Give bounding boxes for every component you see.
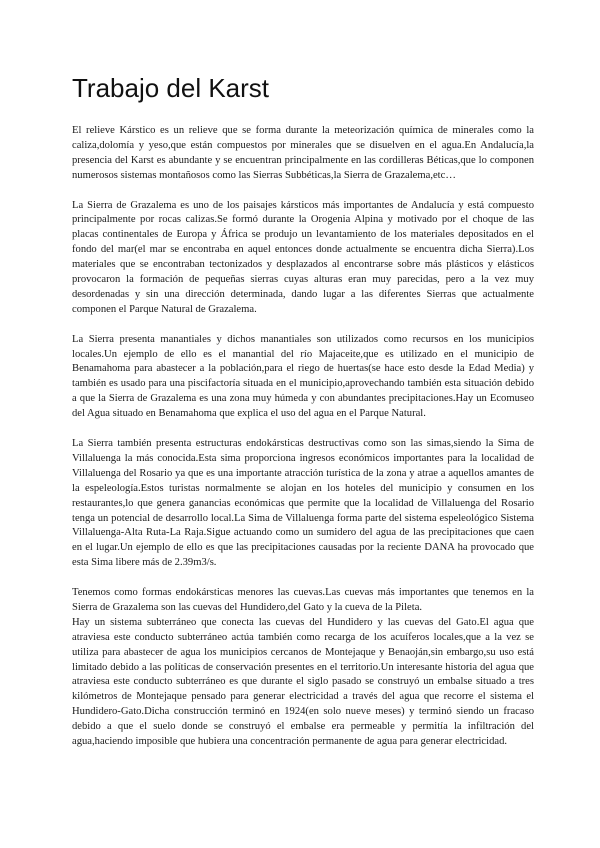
paragraph-simas: La Sierra también presenta estructuras endokársticas destructivas como son las simas,siendo la Sima de Villaluenga la más conocida.Esta sima proporciona ingresos económicos importantes para la localidad de Villaluenga del Rosario ya que es una importante atracción turística de la zona y atrae a aquellos amantes de la espeleología.Estos turistas normalmente se alojan en los hoteles del municipio y consumen en los restaurantes,lo que genera ganancias económicas que permite que la localidad de Villaluenga del Rosario tenga un potencial de desarrollo local.La Sima de Villaluenga forma parte del sistema espeleológico Sistema Villaluenga-Alta Ruta-La Raja.Sigue actuando como un sumidero del agua de las precipitaciones que caen en el lugar.Un ejemplo de ello es que las precipitaciones causadas por la reciente DANA ha provocado que esta Sima libere más de 2.39m3/s. xyxy=(72,437,534,569)
paragraph-sistema-subterraneo: Hay un sistema subterráneo que conecta las cuevas del Hundidero y las cuevas del Gato.El agua que atraviesa este conducto subterráneo actúa también como recarga de los acuíferos locales,que a la vez se utiliza para abastecer de agua los municipios cercanos de Montejaque y Benaoján,sin embargo,su uso está limitado debido a las políticas de conservación presentes en el territorio.Un interesante historia del agua que atraviesa este conducto subterráneo es que durante el siglo pasado se construyó un embalse situado a tres kilómetros de Montejaque pensado para generar electricidad a través del agua que recorre el sistema el Hundidero-Gato.Dicha construcción terminó en 1924(en solo nueve meses) y terminó siendo un fracaso debido a que el suelo donde se construyó el embalse era permeable y permitía la infiltración del agua,haciendo imposible que hubiera una concentración permanente de agua para generar electricidad. xyxy=(72,616,534,748)
paragraph-intro: El relieve Kárstico es un relieve que se forma durante la meteorización química de minerales como la caliza,dolomía y yeso,que están compuestos por minerales que se disuelven en el agua.En Andalucía,la presencia del Karst es abundante y se encuentran principalmente en las cordilleras Béticas,que lo componen numerosos sistemas montañosos como las Sierras Subbéticas,la Sierra de Grazalema,etc… xyxy=(72,125,534,181)
paragraph-sierra-grazalema: La Sierra de Grazalema es uno de los paisajes kársticos más importantes de Andalucía y está compuesto principalmente por rocas calizas.Se formó durante la Orogenia Alpina y motivado por el choque de las placas continentales de Europa y África se produjo un levantamiento de los materiales depositados en el fondo del mar(el mar se encontraba en aquel entonces donde actualmente se encuentra dicha Sierra).Los materiales que se encontraban tectonizados y desplazados al encontrarse sobre más plásticos y elásticos provocaron la formación de pequeñas sierras cuyas alturas eran muy parecidas, pero a la vez muy desordenadas y sin una dirección determinada, dando lugar a las diferentes Sierras que actualmente componen el Parque Natural de Grazalema. xyxy=(72,199,534,315)
document-body xyxy=(72,124,534,765)
paragraph-cuevas: Tenemos como formas endokársticas menores las cuevas.Las cuevas más importantes que tenemos en la Sierra de Grazalema son las cuevas del Hundidero,del Gato y la cueva de la Pileta. xyxy=(72,587,534,613)
paragraph-manantiales: La Sierra presenta manantiales y dichos manantiales son utilizados como recursos en los municipios locales.Un ejemplo de ello es el manantial del río Majaceite,que es utilizado en el municipio de Benamahoma para abastecer a la población,para el riego de huertas(se hace esto desde la Edad Media) y también es usado para una piscifactoría situada en el municipio,aprovechando también esta situación debido a que la Sierra de Grazalema es una zona muy húmeda y con abundantes precipitaciones.Hay un Ecomuseo del Agua situado en Benamahoma que explica el uso del agua en el Parque Natural. xyxy=(72,333,534,420)
page-title: Trabajo del Karst xyxy=(72,73,270,103)
